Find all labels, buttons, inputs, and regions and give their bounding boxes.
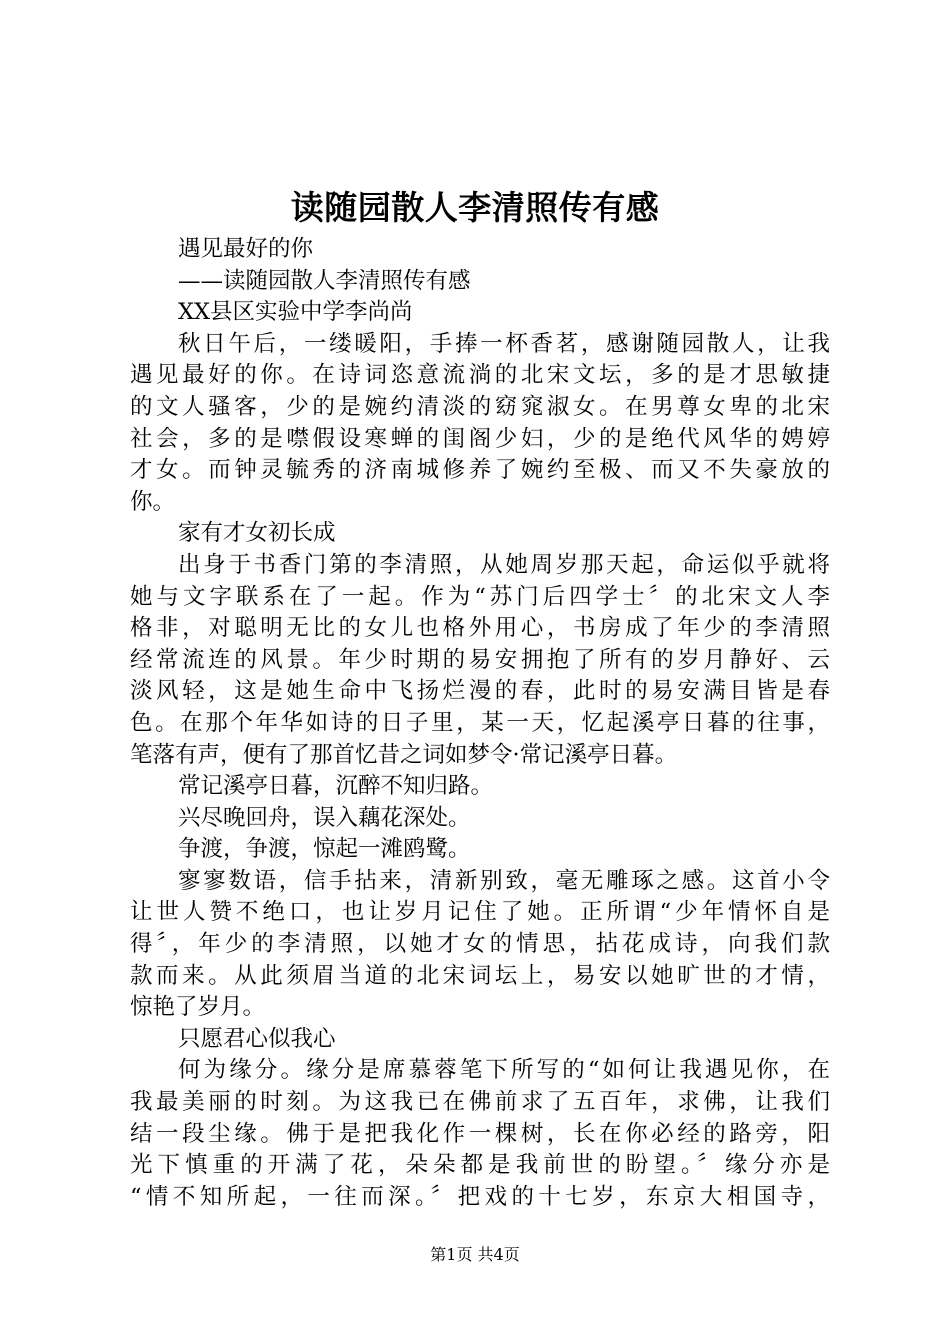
text-line: XX县区实验中学李尚尚: [178, 299, 413, 326]
text-line: 色。在那个年华如诗的日子里，某一天，忆起溪亭日暮的往事，: [130, 709, 830, 736]
text-line: 你。: [130, 488, 176, 515]
text-line: 只愿君心似我心: [178, 1025, 336, 1052]
text-line: 秋日午后，一缕暖阳，手捧一杯香茗，感谢随园散人，让我: [178, 330, 830, 357]
text-line: 常记溪亭日暮，沉醉不知归路。: [178, 773, 494, 800]
text-line: 经常流连的风景。年少时期的易安拥抱了所有的岁月静好、云: [130, 646, 830, 673]
text-line: 遇见最好的你。在诗词恣意流淌的北宋文坛，多的是才思敏捷: [130, 362, 830, 389]
text-line: 惊艳了岁月。: [130, 994, 266, 1021]
text-line: 款而来。从此须眉当道的北宋词坛上，易安以她旷世的才情，: [130, 962, 830, 989]
text-line: 才女。而钟灵毓秀的济南城修养了婉约至极、而又不失豪放的: [130, 457, 830, 484]
text-line: 淡风轻，这是她生命中飞扬烂漫的春，此时的易安满目皆是春: [130, 678, 830, 705]
text-line: 笔落有声，便有了那首忆昔之词如梦令·常记溪亭日暮。: [130, 741, 678, 768]
text-line: 家有才女初长成: [178, 520, 336, 547]
document-body: [130, 234, 830, 1213]
text-line: 我最美丽的时刻。为这我已在佛前求了五百年，求佛，让我们: [130, 1089, 830, 1116]
text-line: 兴尽晚回舟，误入藕花深处。: [178, 804, 471, 831]
text-line: 的文人骚客，少的是婉约清淡的窈窕淑女。在男尊女卑的北宋: [130, 393, 830, 420]
text-line: ——读随园散人李清照传有感: [178, 267, 471, 294]
text-line: 争渡，争渡，惊起一滩鸥鹭。: [178, 836, 471, 863]
text-line: 得〞，年少的李清照，以她才女的情思，拈花成诗，向我们款: [130, 931, 830, 958]
text-line: 寥寥数语，信手拈来，清新别致，毫无雕琢之感。这首小令: [178, 867, 830, 894]
text-line: 让世人赞不绝口，也让岁月记住了她。正所谓“少年情怀自是: [130, 899, 830, 926]
text-line: 何为缘分。缘分是席慕蓉笔下所写的“如何让我遇见你，在: [178, 1057, 830, 1084]
text-line: 她与文字联系在了一起。作为“苏门后四学士〞的北宋文人李: [130, 583, 830, 610]
text-line: 社会，多的是噤假设寒蝉的闺阁少妇，少的是绝代风华的娉婷: [130, 425, 830, 452]
text-line: “情不知所起，一往而深。〞把戏的十七岁，东京大相国寺，: [130, 1183, 830, 1210]
text-line: 出身于书香门第的李清照，从她周岁那天起，命运似乎就将: [178, 551, 830, 578]
text-line: 光下慎重的开满了花，朵朵都是我前世的盼望。〞缘分亦是: [130, 1152, 830, 1179]
page-footer: 第1页 共4页: [430, 1245, 520, 1264]
text-line: 格非，对聪明无比的女儿也格外用心，书房成了年少的李清照: [130, 615, 830, 642]
text-line: 结一段尘缘。佛于是把我化作一棵树，长在你必经的路旁，阳: [130, 1120, 830, 1147]
document-title: 读随园散人李清照传有感: [290, 188, 660, 227]
text-line: 遇见最好的你: [178, 236, 314, 262]
